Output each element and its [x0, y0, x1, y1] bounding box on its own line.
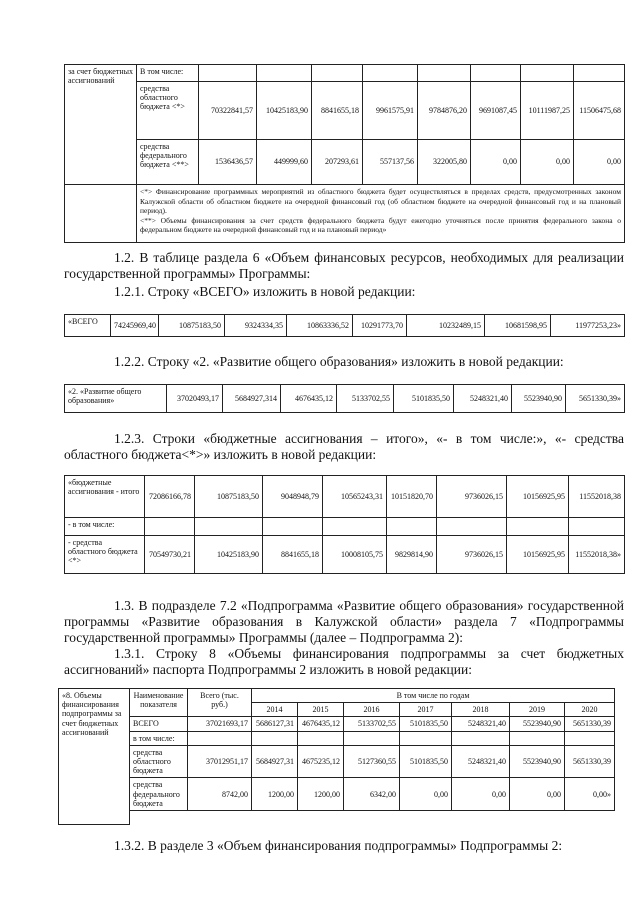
cell: 9961575,91: [363, 82, 418, 140]
cell: 322005,80: [418, 140, 471, 185]
cell: 70549730,21: [145, 536, 195, 574]
allocations-total-label: «бюджетные ассигнования - итого: [65, 476, 145, 518]
cell: 5248321,40: [452, 717, 510, 731]
cell: 8742,00: [188, 778, 252, 811]
cell: 37021693,17: [188, 717, 252, 731]
including-label: в том числе:: [130, 731, 188, 745]
cell: 9784876,20: [418, 82, 471, 140]
cell: 10863336,52: [287, 315, 353, 337]
cell: 5248321,40: [452, 745, 510, 778]
cell: 10291773,70: [353, 315, 407, 337]
table-subprogram-passport: [58, 688, 615, 825]
cell: 0,00: [521, 140, 574, 185]
cell: 70322841,57: [199, 82, 257, 140]
cell: 0,00: [452, 778, 510, 811]
cell: 6342,00: [344, 778, 400, 811]
including-label: - в том числе:: [65, 518, 145, 536]
para-1-2: 1.2. В таблице раздела 6 «Объем финансовых ресурсов, необходимых для реализации государственной программы» Программы:: [64, 250, 624, 281]
cell: 5133702,55: [337, 385, 394, 413]
cell: 10008105,75: [323, 536, 387, 574]
cell: 10565243,31: [323, 476, 387, 518]
footnote-1: <*> Финансирование программных мероприятий из областного бюджета будет осуществляться в пределах средств, предусмотренных законом Калужской области об областном бюджете на очередной финансовый год (об областном бюджете на очередной финансовый год и на плановый период).: [140, 187, 621, 215]
table-general-education-row: [64, 384, 625, 413]
table-total-row: [64, 314, 625, 337]
cell: 557137,56: [363, 140, 418, 185]
in-that-label: В том числе:: [137, 65, 199, 82]
cell: 0,00: [510, 778, 565, 811]
cell: 207293,61: [312, 140, 363, 185]
cell: 9736026,15: [437, 476, 507, 518]
cell: 11977253,23»: [551, 315, 625, 337]
cell: 5523940,90: [510, 717, 565, 731]
cell: 10425183,90: [257, 82, 312, 140]
cell: 5523940,90: [512, 385, 566, 413]
para-1-2-1: 1.2.1. Строку «ВСЕГО» изложить в новой редакции:: [114, 284, 416, 299]
year-header: 2015: [298, 703, 344, 717]
cell: 5127360,55: [344, 745, 400, 778]
cell: 72086166,78: [145, 476, 195, 518]
cell: 74245969,40: [111, 315, 159, 337]
cell: 10156925,95: [507, 476, 569, 518]
cell: 10156925,95: [507, 536, 569, 574]
cell: 10425183,90: [195, 536, 263, 574]
cell: 9736026,15: [437, 536, 507, 574]
cell: 10151820,70: [387, 476, 437, 518]
cell: 37012951,17: [188, 745, 252, 778]
regional-budget-label: средства областного бюджета: [130, 745, 188, 778]
cell: 10111987,25: [521, 82, 574, 140]
year-header: 2018: [452, 703, 510, 717]
cell: 5651330,39: [565, 717, 615, 731]
federal-budget-label: средства федерального бюджета <**>: [137, 140, 199, 185]
cell: 5686127,31: [252, 717, 298, 731]
cell: 5523940,90: [510, 745, 565, 778]
cell: 37020493,17: [167, 385, 223, 413]
regional-budget-label: - средства областного бюджета <*>: [65, 536, 145, 574]
cell: 0,00: [471, 140, 521, 185]
header-years: В том числе по годам: [252, 689, 615, 703]
cell: 0,00: [400, 778, 452, 811]
cell: 9324334,35: [225, 315, 287, 337]
cell: 0,00»: [565, 778, 615, 811]
year-header: 2017: [400, 703, 452, 717]
general-education-label: «2. «Развитие общего образования»: [65, 385, 167, 413]
cell: 5248321,40: [454, 385, 512, 413]
row-header-subprogram: «8. Объемы финансирования подпрограммы за счет бюджетных ассигнований: [59, 689, 130, 825]
cell: 4676435,12: [298, 717, 344, 731]
cell: 1200,00: [252, 778, 298, 811]
table-budget-allocations: [64, 475, 625, 574]
year-header: 2020: [565, 703, 615, 717]
cell: 1200,00: [298, 778, 344, 811]
total-label: ВСЕГО: [130, 717, 188, 731]
regional-budget-label: средства областного бюджета <*>: [137, 82, 199, 140]
cell: 5651330,39: [565, 745, 615, 778]
cell: 0,00: [574, 140, 625, 185]
cell: 4676435,12: [281, 385, 337, 413]
para-1-2-3: 1.2.3. Строки «бюджетные ассигнования – итого», «- в том числе:», «- средства областного бюджета<*>» изложить в новой редакции:: [64, 431, 624, 462]
cell: 5651330,39»: [566, 385, 625, 413]
federal-budget-label: средства федерального бюджета: [130, 778, 188, 811]
year-header: 2014: [252, 703, 298, 717]
cell: 8841655,18: [312, 82, 363, 140]
cell: 10232489,15: [407, 315, 485, 337]
year-header: 2019: [510, 703, 565, 717]
cell: 10875183,50: [195, 476, 263, 518]
para-1-3: 1.3. В подразделе 7.2 «Подпрограмма «Развитие общего образования» государственной программы «Развитие образования в Калужской области» раздела 7 «Подпрограммы государственной программы» Программы (далее – Подпрограмма 2):: [64, 598, 624, 645]
header-total: Всего (тыс. руб.): [188, 689, 252, 717]
cell: 10875183,50: [159, 315, 225, 337]
footnote-2: <**> Объемы финансирования за счет средств федерального бюджета будут ежегодно уточняться после принятия федерального закона о федеральном бюджете на очередной финансовый год и на плановый период»: [140, 215, 621, 234]
cell: 1536436,57: [199, 140, 257, 185]
cell: 9829814,90: [387, 536, 437, 574]
para-1-3-1: 1.3.1. Строку 8 «Объемы финансирования подпрограммы за счет бюджетных ассигнований» паспорта Подпрограммы 2 изложить в новой редакции:: [64, 646, 624, 677]
cell: 11552018,38»: [569, 536, 625, 574]
cell: 5101835,50: [394, 385, 454, 413]
header-name: Наименование показателя: [130, 689, 188, 717]
cell: 449999,60: [257, 140, 312, 185]
para-1-2-2: 1.2.2. Строку «2. «Развитие общего образования» изложить в новой редакции:: [114, 354, 564, 369]
cell: 8841655,18: [263, 536, 323, 574]
cell: 11506475,68: [574, 82, 625, 140]
cell: 4675235,12: [298, 745, 344, 778]
total-label: «ВСЕГО: [65, 315, 111, 337]
cell: 11552018,38: [569, 476, 625, 518]
cell: 10681598,95: [485, 315, 551, 337]
cell: 5684927,31: [252, 745, 298, 778]
cell: 5133702,55: [344, 717, 400, 731]
cell: 5101835,50: [400, 717, 452, 731]
footnotes: [137, 185, 625, 243]
cell: 5101835,50: [400, 745, 452, 778]
para-1-3-2: 1.3.2. В разделе 3 «Объем финансирования подпрограммы» Подпрограммы 2:: [114, 838, 563, 853]
table-funding-continuation: [64, 64, 625, 243]
year-header: 2016: [344, 703, 400, 717]
row-header-budget: за счет бюджетных ассигнований: [65, 65, 137, 185]
cell: 9691087,45: [471, 82, 521, 140]
cell: 9048948,79: [263, 476, 323, 518]
cell: 5684927,314: [223, 385, 281, 413]
